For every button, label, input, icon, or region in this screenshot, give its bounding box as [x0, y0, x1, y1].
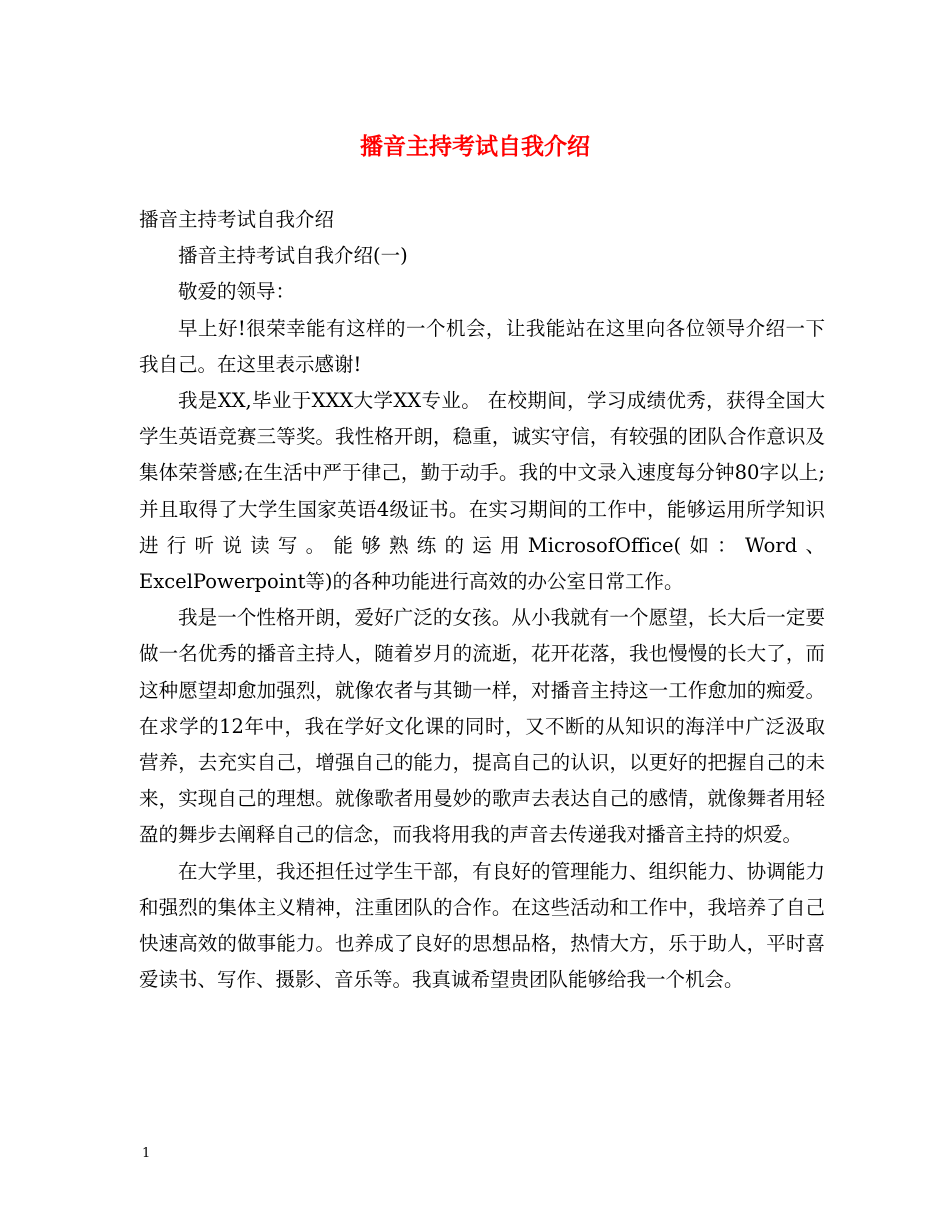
paragraph-university: 在大学里，我还担任过学生干部，有良好的管理能力、组织能力、协调能力和强烈的集体主义精神，注重团队的合作。在这些活动和工作中，我培养了自己快速高效的做事能力。也养成了良好的思想品格，热情大方，乐于助人，平时喜爱读书、写作、摄影、音乐等。我真诚希望贵团队能够给我一个机会。	[139, 859, 825, 992]
document-body	[139, 202, 825, 998]
paragraph-education: 我是XX,毕业于XXX大学XX专业。 在校期间，学习成绩优秀，获得全国大学生英语竞赛三等奖。我性格开朗，稳重，诚实守信，有较强的团队合作意识及集体荣誉感;在生活中严于律己，勤于动手。我的中文录入速度每分钟80字以上;并且取得了大学生国家英语4级证书。在实习期间的工作中，能够运用所学知识进行听说读写。能够熟练的运用MicrosofOffice(如：Word、ExcelPowerpoint等)的各种功能进行高效的办公室日常工作。	[139, 389, 826, 594]
paragraph-personality: 我是一个性格开朗，爱好广泛的女孩。从小我就有一个愿望，长大后一定要做一名优秀的播音主持人，随着岁月的流逝，花开花落，我也慢慢的长大了，而这种愿望却愈加强烈，就像农者与其锄一样，对播音主持这一工作愈加的痴爱。在求学的12年中，我在学好文化课的同时，又不断的从知识的海洋中广泛汲取营养，去充实自己，增强自己的能力，提高自己的认识，以更好的把握自己的未来，实现自己的理想。就像歌者用曼妙的歌声去表达自己的感情，就像舞者用轻盈的舞步去阐释自己的信念，而我将用我的声音去传递我对播音主持的炽爱。	[139, 606, 825, 847]
document-title: 播音主持考试自我介绍	[360, 133, 590, 160]
paragraph-subheading: 播音主持考试自我介绍(一)	[178, 244, 408, 268]
paragraph-heading: 播音主持考试自我介绍	[139, 208, 335, 231]
paragraph-greeting: 早上好!很荣幸能有这样的一个机会，让我能站在这里向各位领导介绍一下我自己。在这里表示感谢!	[139, 316, 825, 376]
paragraph-salutation: 敬爱的领导：	[178, 280, 296, 304]
page-number: 1	[142, 1146, 151, 1161]
